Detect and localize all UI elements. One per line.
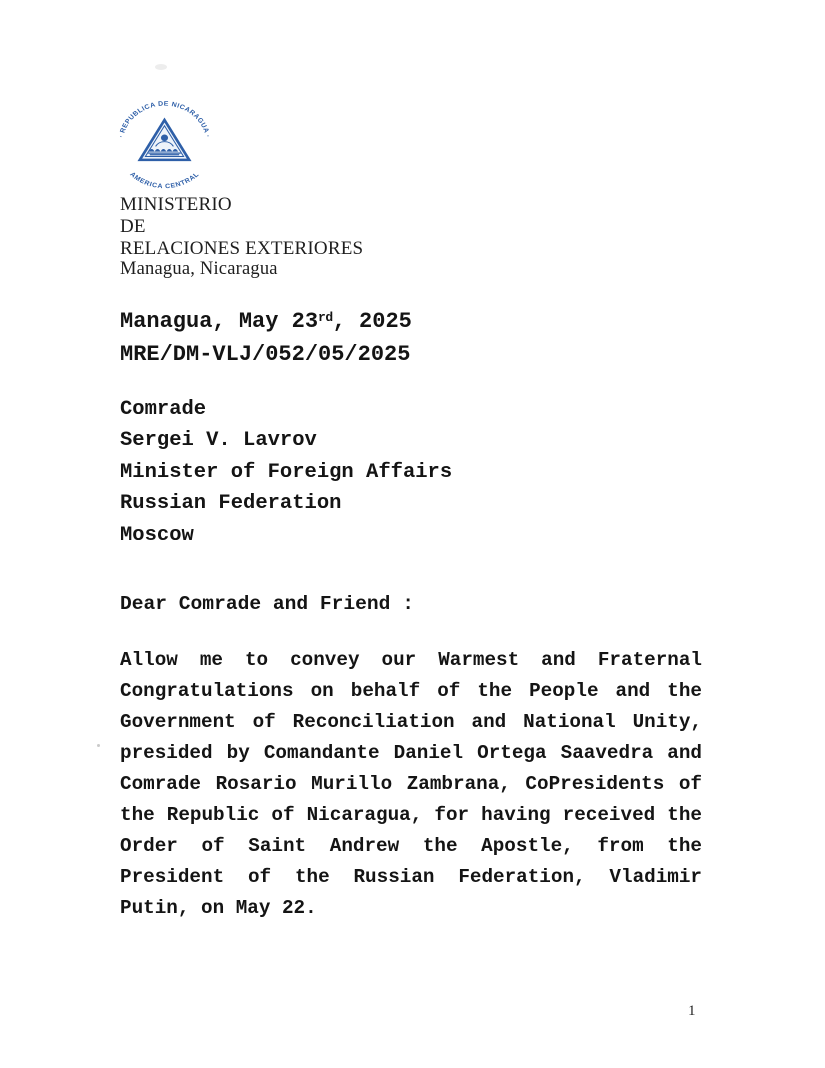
reference-number: MRE/DM-VLJ/052/05/2025 bbox=[120, 341, 411, 367]
body-line: Putin, on May 22. bbox=[120, 897, 317, 919]
recipient-line: Minister of Foreign Affairs bbox=[120, 460, 453, 484]
body-line: Congratulations on behalf of the People and the bbox=[120, 680, 702, 702]
date-main: Managua, May 23 bbox=[120, 309, 319, 334]
nicaragua-seal-icon bbox=[112, 96, 217, 192]
letterhead-city: Managua, Nicaragua bbox=[120, 259, 278, 280]
body-line: presided by Comandante Daniel Ortega Saavedra and bbox=[120, 742, 702, 764]
body-line: Comrade Rosario Murillo Zambrana, CoPresidents of bbox=[120, 773, 702, 795]
recipient-line: Sergei V. Lavrov bbox=[120, 429, 317, 453]
letterhead-line-2: DE bbox=[120, 215, 146, 237]
body-line: Order of Saint Andrew the Apostle, from the bbox=[120, 835, 702, 857]
seal-top-text: · REPUBLICA DE NICARAGUA · bbox=[117, 100, 212, 139]
date-reference-block bbox=[120, 302, 412, 371]
body-line: Government of Reconciliation and National Unity, bbox=[120, 711, 702, 733]
body-line: the Republic of Nicaragua, for having received the bbox=[120, 804, 702, 826]
letterhead bbox=[120, 194, 363, 281]
date-tail: , 2025 bbox=[332, 309, 412, 334]
scan-smudge bbox=[155, 64, 167, 70]
page-number: 1 bbox=[688, 1003, 696, 1019]
letterhead-line-1: MINISTERIO bbox=[120, 194, 232, 215]
recipient-line: Russian Federation bbox=[120, 492, 342, 516]
recipient-line: Comrade bbox=[120, 398, 207, 421]
recipient-line: Moscow bbox=[120, 523, 194, 547]
salutation: Dear Comrade and Friend : bbox=[120, 593, 414, 615]
body-line: President of the Russian Federation, Vladimir bbox=[120, 866, 702, 888]
body-paragraph bbox=[120, 645, 702, 924]
scan-speck bbox=[97, 744, 100, 747]
svg-text:AMERICA CENTRAL bbox=[128, 171, 201, 190]
recipient-block bbox=[120, 394, 452, 551]
date-ordinal-suffix: rd bbox=[318, 310, 333, 325]
body-line: Allow me to convey our Warmest and Fraternal bbox=[120, 649, 702, 671]
seal-bottom-text: AMERICA CENTRAL bbox=[128, 171, 201, 191]
date-line bbox=[120, 302, 412, 339]
letterhead-line-3: RELACIONES EXTERIORES bbox=[120, 237, 364, 259]
